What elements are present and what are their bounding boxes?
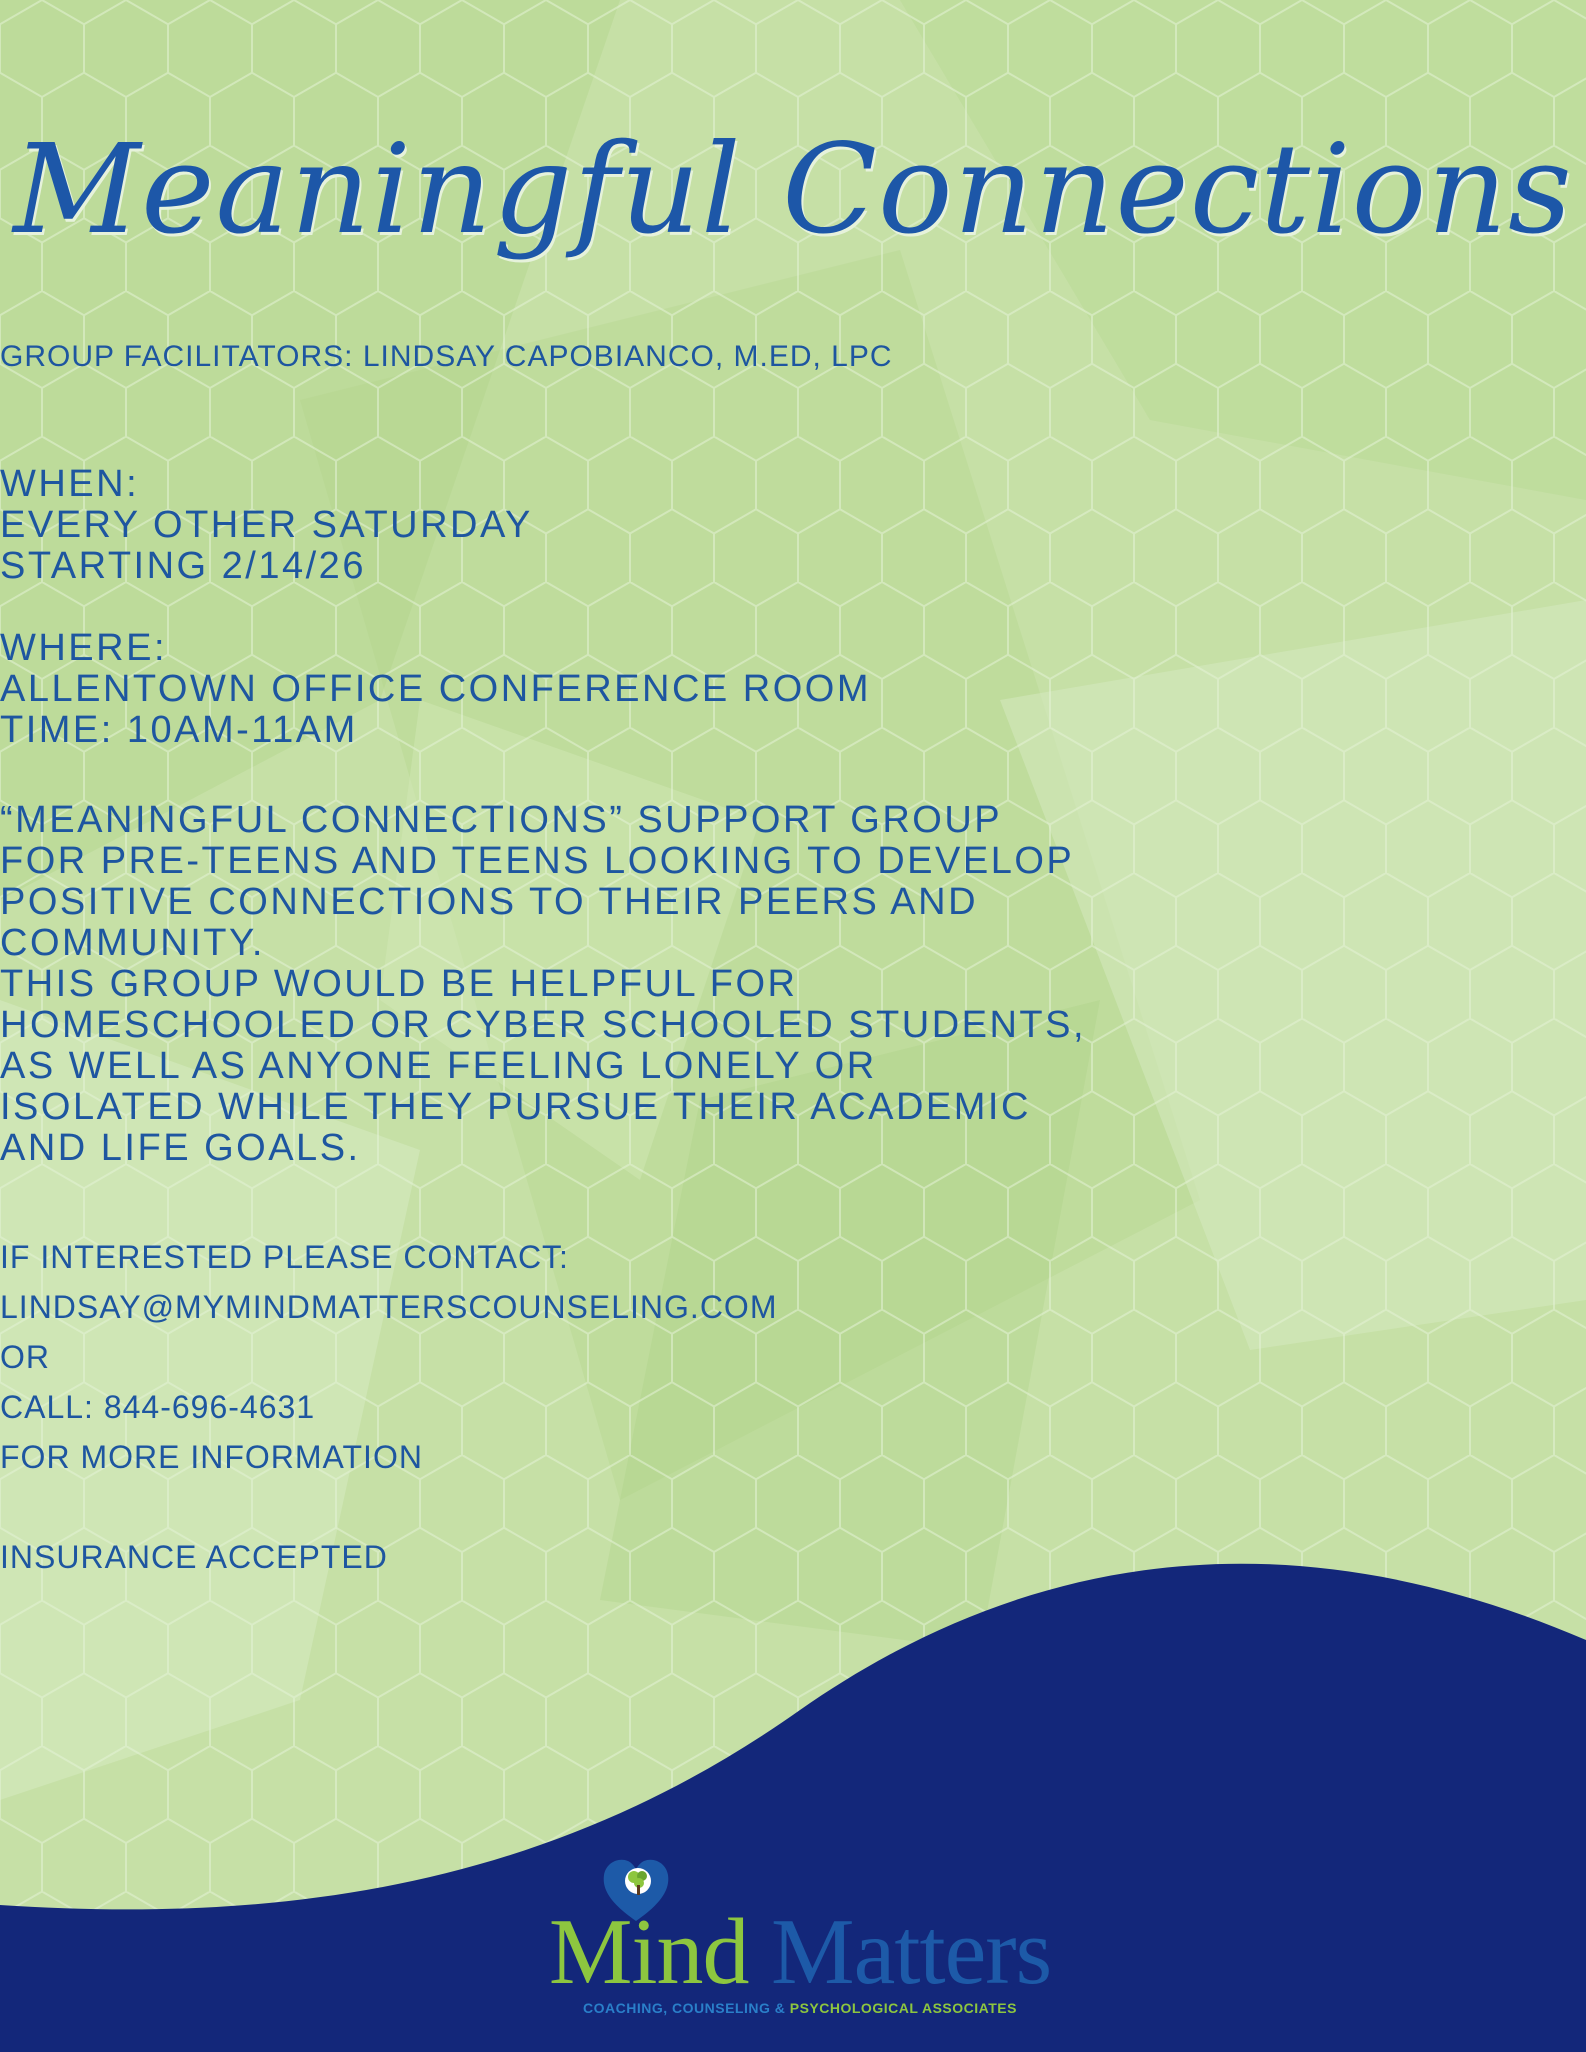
logo-tagline — [520, 2000, 1080, 2016]
logo-tagline-part2: PSYCHOLOGICAL ASSOCIATES — [789, 2000, 1017, 2016]
description-line: “MEANINGFUL CONNECTIONS” SUPPORT GROUP — [0, 799, 1003, 841]
description-line: ISOLATED WHILE THEY PURSUE THEIR ACADEMIC — [0, 1086, 1031, 1128]
description-line: THIS GROUP WOULD BE HELPFUL FOR — [0, 963, 798, 1005]
description-line: AND LIFE GOALS. — [0, 1127, 361, 1169]
description-line: AS WELL AS ANYONE FEELING LONELY OR — [0, 1045, 877, 1087]
description-line: FOR PRE-TEENS AND TEENS LOOKING TO DEVELOP — [0, 840, 1075, 882]
logo-tagline-part1: COACHING, COUNSELING & — [583, 2000, 786, 2016]
where-label: WHERE: — [0, 627, 167, 669]
facilitators-line: GROUP FACILITATORS: LINDSAY CAPOBIANCO, M.ED, LPC — [0, 340, 893, 373]
description-line: POSITIVE CONNECTIONS TO THEIR PEERS AND — [0, 881, 979, 923]
contact-more-info: FOR MORE INFORMATION — [0, 1439, 423, 1475]
where-section — [0, 628, 1586, 751]
mind-matters-logo — [520, 1855, 1080, 2015]
contact-intro: IF INTERESTED PLEASE CONTACT: — [0, 1239, 569, 1275]
contact-email[interactable]: LINDSAY@MYMINDMATTERSCOUNSELING.COM — [0, 1289, 778, 1325]
page-title: Meaningful Connections — [13, 118, 1573, 262]
logo-word-mind: Mind — [548, 1900, 749, 2004]
when-start-date: STARTING 2/14/26 — [0, 545, 366, 587]
contact-or: OR — [0, 1339, 50, 1375]
contact-section — [0, 1232, 1586, 1582]
logo-word-matters: Matters — [771, 1900, 1052, 2004]
where-time: TIME: 10AM-11AM — [0, 709, 358, 751]
description-line: HOMESCHOOLED OR CYBER SCHOOLED STUDENTS, — [0, 1004, 1087, 1046]
description-line: COMMUNITY. — [0, 922, 265, 964]
when-label: WHEN: — [0, 463, 140, 505]
insurance-note: INSURANCE ACCEPTED — [0, 1539, 388, 1575]
logo-wordmark — [520, 1900, 1080, 2004]
when-section — [0, 464, 1586, 587]
contact-phone[interactable]: CALL: 844-696-4631 — [0, 1389, 316, 1425]
where-location: ALLENTOWN OFFICE CONFERENCE ROOM — [0, 668, 872, 710]
when-schedule: EVERY OTHER SATURDAY — [0, 504, 533, 546]
description-section — [0, 800, 1586, 1169]
